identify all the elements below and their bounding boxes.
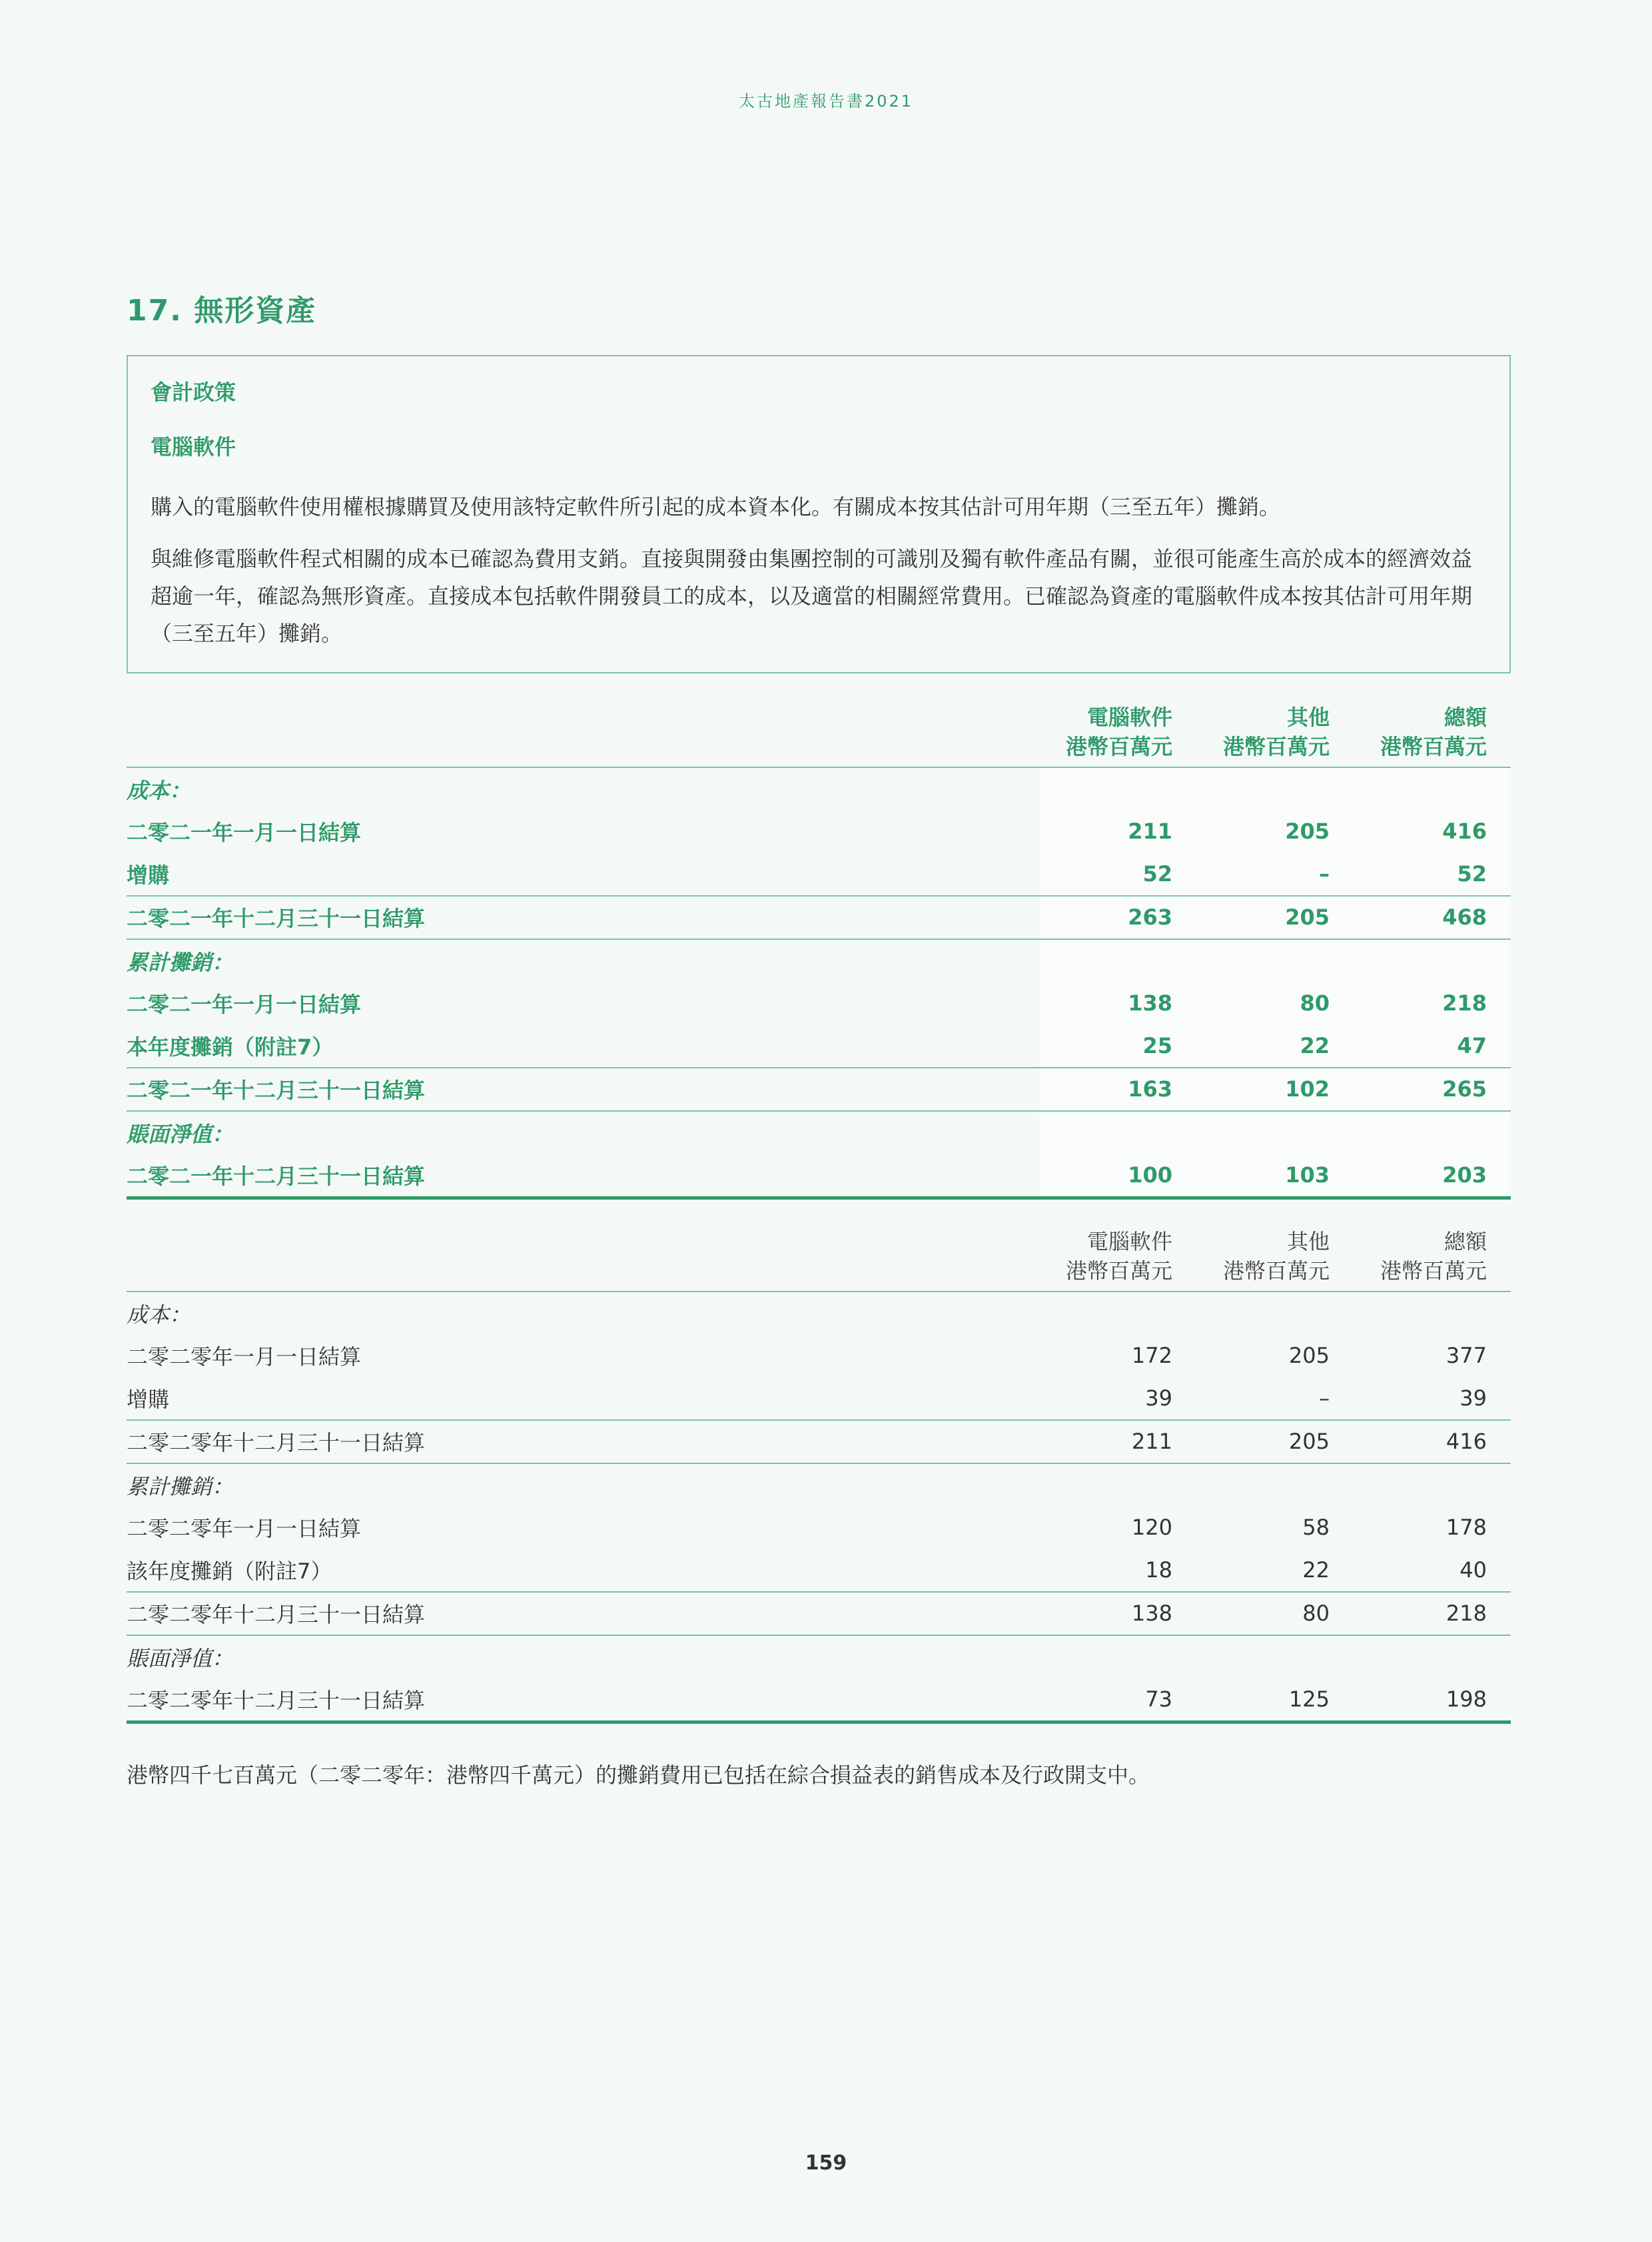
table-header-row <box>127 1227 1511 1292</box>
row-label: 二零二零年十二月三十一日結算 <box>127 1592 1039 1636</box>
cell-value: 52 <box>1039 853 1196 896</box>
table-row <box>127 811 1511 853</box>
table-row <box>127 1635 1511 1679</box>
cell-value <box>1354 939 1511 982</box>
running-header: 太古地產報告書2021 <box>738 92 914 111</box>
row-label: 二零二一年一月一日結算 <box>127 992 362 1018</box>
cell-value <box>1354 1635 1511 1679</box>
cell-value: 205 <box>1196 811 1354 853</box>
cell-value: 205 <box>1288 1343 1330 1369</box>
cell-value: 73 <box>1039 1679 1196 1722</box>
cell-value: 22 <box>1302 1557 1330 1583</box>
cell-value <box>1039 939 1196 982</box>
table-row <box>127 1292 1511 1335</box>
row-label: 成本： <box>127 1302 191 1327</box>
cell-value <box>1196 1111 1354 1154</box>
cell-value: 205 <box>1196 1420 1354 1464</box>
intangible-assets-table-2021 <box>127 703 1511 1200</box>
cell-value: 211 <box>1039 811 1196 853</box>
header-blank <box>127 1227 1039 1292</box>
cell-value <box>1039 1292 1196 1335</box>
table-row <box>127 939 1511 982</box>
cell-value: 377 <box>1446 1343 1487 1369</box>
row-label: 二零二零年一月一日結算 <box>127 1344 362 1370</box>
row-label: 賬面淨值： <box>127 1635 1039 1679</box>
row-label: 累計攤銷： <box>127 1463 1039 1507</box>
table-row <box>127 982 1511 1025</box>
cell-value: 40 <box>1459 1557 1487 1583</box>
cell-value: 265 <box>1354 1068 1511 1112</box>
table-row <box>127 1377 1511 1420</box>
cell-value: – <box>1196 853 1354 896</box>
cell-value: 468 <box>1354 896 1511 940</box>
cell-value: 263 <box>1039 896 1196 940</box>
header-blank <box>127 703 1039 767</box>
table-row <box>127 1111 1511 1154</box>
cell-value: 120 <box>1131 1515 1172 1541</box>
cell-value <box>1196 767 1354 811</box>
cell-value: 52 <box>1354 853 1511 896</box>
cell-value <box>1354 1463 1511 1507</box>
table-row <box>127 1507 1511 1549</box>
row-label: 二零二一年十二月三十一日結算 <box>127 1154 1039 1198</box>
cell-value: 39 <box>1145 1385 1172 1411</box>
table-row <box>127 1154 1511 1198</box>
cell-value: 211 <box>1039 1420 1196 1464</box>
table-row <box>127 1068 1511 1112</box>
column-header-software: 電腦軟件 港幣百萬元 <box>1039 1227 1196 1292</box>
row-label: 成本： <box>127 777 191 803</box>
row-label: 二零二一年一月一日結算 <box>127 820 362 846</box>
cell-value <box>1039 1635 1196 1679</box>
cell-value: 103 <box>1196 1154 1354 1198</box>
cell-value: 416 <box>1354 1420 1511 1464</box>
row-label: 二零二零年十二月三十一日結算 <box>127 1420 1039 1464</box>
page-number: 159 <box>805 2151 847 2175</box>
cell-value: 25 <box>1039 1024 1196 1068</box>
policy-heading: 會計政策 <box>151 380 236 405</box>
cell-value: 218 <box>1354 1592 1511 1636</box>
column-header-other: 其他 港幣百萬元 <box>1196 1227 1354 1292</box>
row-label: 二零二一年十二月三十一日結算 <box>127 896 1039 940</box>
cell-value: 58 <box>1302 1515 1330 1541</box>
cell-value: – <box>1319 1385 1330 1411</box>
cell-value <box>1354 1111 1511 1154</box>
cell-value <box>1039 1111 1196 1154</box>
footnote: 港幣四千七百萬元（二零二零年：港幣四千萬元）的攤銷費用已包括在綜合損益表的銷售成本及行政開支中。 <box>127 1762 1150 1788</box>
row-label: 增購 <box>127 1386 170 1412</box>
cell-value: 125 <box>1196 1679 1354 1722</box>
cell-value: 39 <box>1459 1385 1487 1411</box>
row-label: 本年度攤銷（附註7） <box>127 1034 334 1060</box>
table-row <box>127 1024 1511 1068</box>
table-row <box>127 1592 1511 1636</box>
cell-value <box>1196 1463 1354 1507</box>
table-row <box>127 1420 1511 1464</box>
policy-subheading: 電腦軟件 <box>151 434 236 460</box>
cell-value: 178 <box>1446 1515 1487 1541</box>
row-label: 賬面淨值： <box>127 1111 1039 1154</box>
cell-value <box>1354 1292 1511 1335</box>
cell-value: 205 <box>1196 896 1354 940</box>
cell-value: 138 <box>1039 982 1196 1025</box>
cell-value: 80 <box>1196 982 1354 1025</box>
table-row <box>127 1549 1511 1592</box>
policy-paragraph-2: 與維修電腦軟件程式相關的成本已確認為費用支銷。直接與開發由集團控制的可識別及獨有軟件產品有關，並很可能產生高於成本的經濟效益超逾一年，確認為無形資產。直接成本包括軟件開發員工的成本，以及適當的相關經常費用。已確認為資產的電腦軟件成本按其估計可用年期（三至五年）攤銷。 <box>151 546 1473 646</box>
intangible-assets-table-2020 <box>127 1227 1511 1724</box>
table-row <box>127 896 1511 940</box>
cell-value: 416 <box>1354 811 1511 853</box>
table-row <box>127 767 1511 811</box>
row-label: 二零二零年一月一日結算 <box>127 1516 362 1542</box>
column-header-software: 電腦軟件 港幣百萬元 <box>1039 703 1196 767</box>
column-header-total: 總額 港幣百萬元 <box>1354 703 1511 767</box>
cell-value <box>1354 767 1511 811</box>
cell-value: 100 <box>1039 1154 1196 1198</box>
policy-paragraph-1: 購入的電腦軟件使用權根據購買及使用該特定軟件所引起的成本資本化。有關成本按其估計可用年期（三至五年）攤銷。 <box>151 494 1281 520</box>
row-label: 增購 <box>127 862 170 888</box>
cell-value: 80 <box>1196 1592 1354 1636</box>
section-title: 17. 無形資產 <box>127 294 317 328</box>
cell-value: 138 <box>1039 1592 1196 1636</box>
table-row <box>127 1335 1511 1377</box>
row-label: 二零二一年十二月三十一日結算 <box>127 1068 1039 1112</box>
table-row <box>127 1463 1511 1507</box>
cell-value <box>1039 767 1196 811</box>
cell-value: 22 <box>1196 1024 1354 1068</box>
cell-value: 172 <box>1131 1343 1172 1369</box>
column-header-total: 總額 港幣百萬元 <box>1354 1227 1511 1292</box>
table-row <box>127 853 1511 896</box>
row-label: 累計攤銷： <box>127 939 1039 982</box>
cell-value: 18 <box>1145 1557 1172 1583</box>
cell-value: 198 <box>1354 1679 1511 1722</box>
row-label: 該年度攤銷（附註7） <box>127 1558 332 1584</box>
column-header-other: 其他 港幣百萬元 <box>1196 703 1354 767</box>
cell-value: 47 <box>1354 1024 1511 1068</box>
cell-value <box>1196 939 1354 982</box>
row-label: 二零二零年十二月三十一日結算 <box>127 1679 1039 1722</box>
cell-value <box>1196 1292 1354 1335</box>
cell-value: 102 <box>1196 1068 1354 1112</box>
cell-value: 218 <box>1354 982 1511 1025</box>
cell-value <box>1039 1463 1196 1507</box>
accounting-policy-box <box>127 355 1511 673</box>
cell-value <box>1196 1635 1354 1679</box>
cell-value: 163 <box>1039 1068 1196 1112</box>
table-row <box>127 1679 1511 1722</box>
table-header-row <box>127 703 1511 767</box>
cell-value: 203 <box>1354 1154 1511 1198</box>
